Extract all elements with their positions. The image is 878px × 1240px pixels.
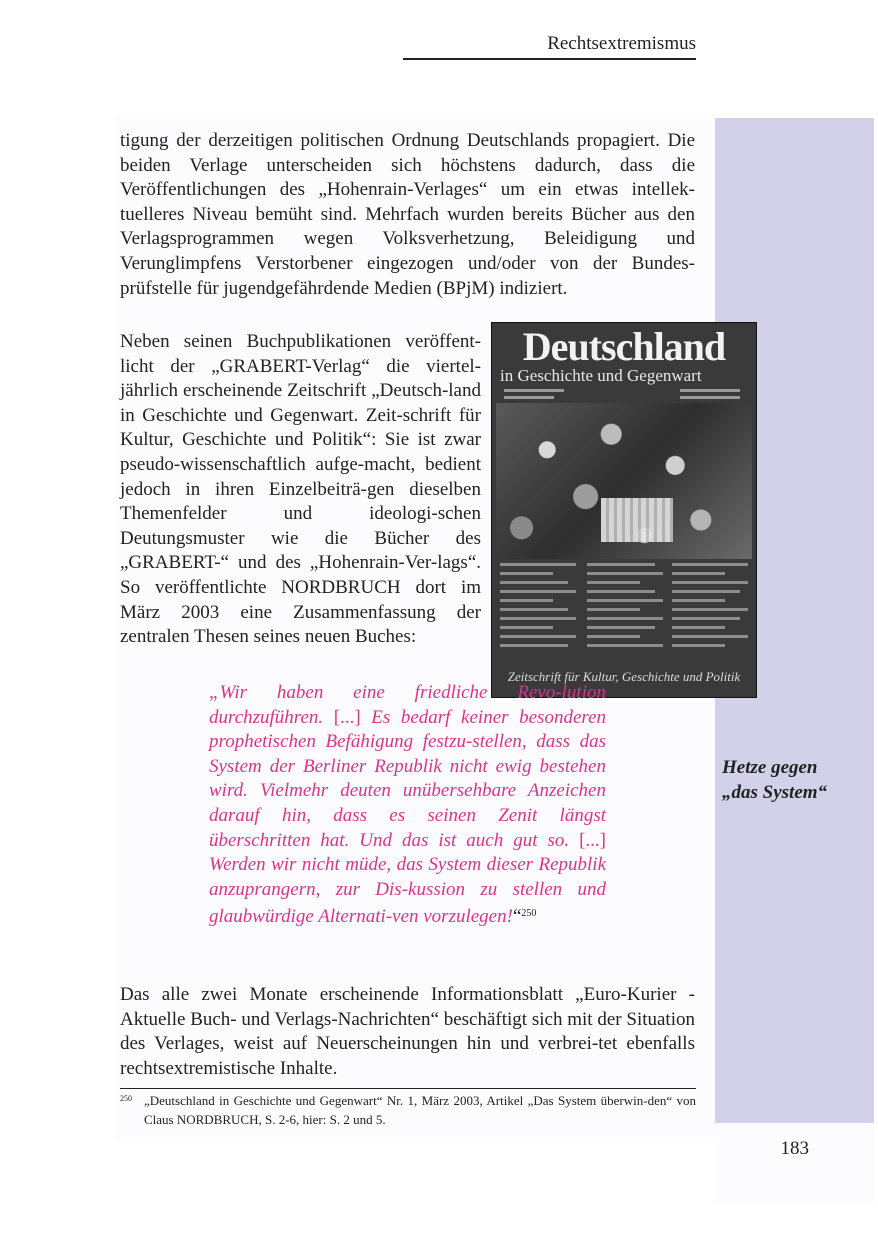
footnote-number: 250 — [120, 1094, 132, 1103]
blockquote — [209, 681, 606, 930]
quote-part-3: Werden wir nicht müde, das System dieser Republik anzuprangern, zur Dis-kussion zu stellen und glaubwürdige Alternati-ven vorzulegen! — [209, 854, 606, 928]
footnote-text: „Deutschland in Geschichte und Gegenwart“ Nr. 1, März 2003, Artikel „Das System überwin-den“ von Claus NORDBRUCH, S. 2-6, hier: S. 2 und 5. — [144, 1093, 696, 1127]
footnote — [120, 1091, 696, 1129]
footnote-reference[interactable]: 250 — [521, 908, 537, 920]
cover-building-shape — [601, 498, 673, 542]
footnote-divider — [120, 1088, 696, 1089]
magazine-cover-image — [491, 322, 757, 698]
cover-title: Deutschland — [522, 324, 726, 369]
quote-close-mark: “ — [512, 906, 522, 928]
paragraph-1: tigung der derzeitigen politischen Ordnung Deutschlands propagiert. Die beiden Verlage unterscheiden sich höchstens dadurch, dass die Veröffentlichungen des „Hohenrain-Verlages“ um ein etwas intellek-tuelleres Niveau bemüht sind. Mehrfach wurden bereits Bücher aus den Verlagsprogrammen wegen Volksverhetzung, Beleidigung und Verunglimpfens Verstorbener eingezogen und/oder von der Bundes-prüfstelle für jugendgefährdende Medien (BPjM) indiziert. — [120, 130, 695, 299]
paragraph-3: Das alle zwei Monate erscheinende Informationsblatt „Euro-Kurier - Aktuelle Buch- und Verlags-Nachrichten“ beschäftigt sich mit der Situation des Verlages, weist auf Neuerscheinungen hin und verbrei-tet ebenfalls rechtsextremistische Inhalte. — [120, 984, 695, 1079]
margin-note-line-2: „das System“ — [722, 781, 828, 803]
cover-subtitle: in Geschichte und Gegenwart — [500, 366, 702, 385]
margin-note — [722, 756, 862, 805]
page-number-area — [715, 1123, 874, 1203]
quote-part-2: Es bedarf keiner besonderen prophetischen Befähigung festzu-stellen, dass das System der Berliner Republik nicht ewig bestehen wird. Vielmehr deuten unübersehbare Anzeichen darauf hin, dass es seinen Zenit längst überschritten hat. Und das ist auch gut so. — [209, 706, 606, 851]
quote-ellipsis-1: [...] — [333, 706, 361, 728]
running-header: Rechtsextremismus — [403, 33, 696, 60]
paragraph-2: Neben seinen Buchpublikationen veröffent-licht der „GRABERT-Verlag“ die viertel-jährlich erscheinende Zeitschrift „Deutsch-land in Geschichte und Gegenwart. Zeit-schrift für Kultur, Geschichte und Politik“: Sie ist zwar pseudo-wissenschaftlich aufge-macht, bedient jedoch in ihren Einzelbeiträ-gen dieselben Themenfelder und ideologi-schen Deutungsmuster wie die Bücher des „GRABERT-“ und des „Hohenrain-Ver-lags“. So veröffentlichte NORDBRUCH dort im März 2003 eine Zusammenfassung der zentralen Thesen seines neuen Buches: — [120, 331, 481, 648]
cover-footer: Zeitschrift für Kultur, Geschichte und Politik — [507, 669, 741, 684]
cover-table-of-contents — [500, 563, 750, 663]
quote-ellipsis-2: [...] — [579, 829, 606, 851]
cover-photo — [496, 403, 752, 559]
quote-part-1: Wir haben eine friedliche Revo-lution durchzuführen. — [209, 682, 606, 728]
quote-open-mark: „ — [209, 682, 220, 703]
margin-note-line-1: Hetze gegen — [722, 757, 818, 778]
page-number: 183 — [780, 1138, 809, 1159]
